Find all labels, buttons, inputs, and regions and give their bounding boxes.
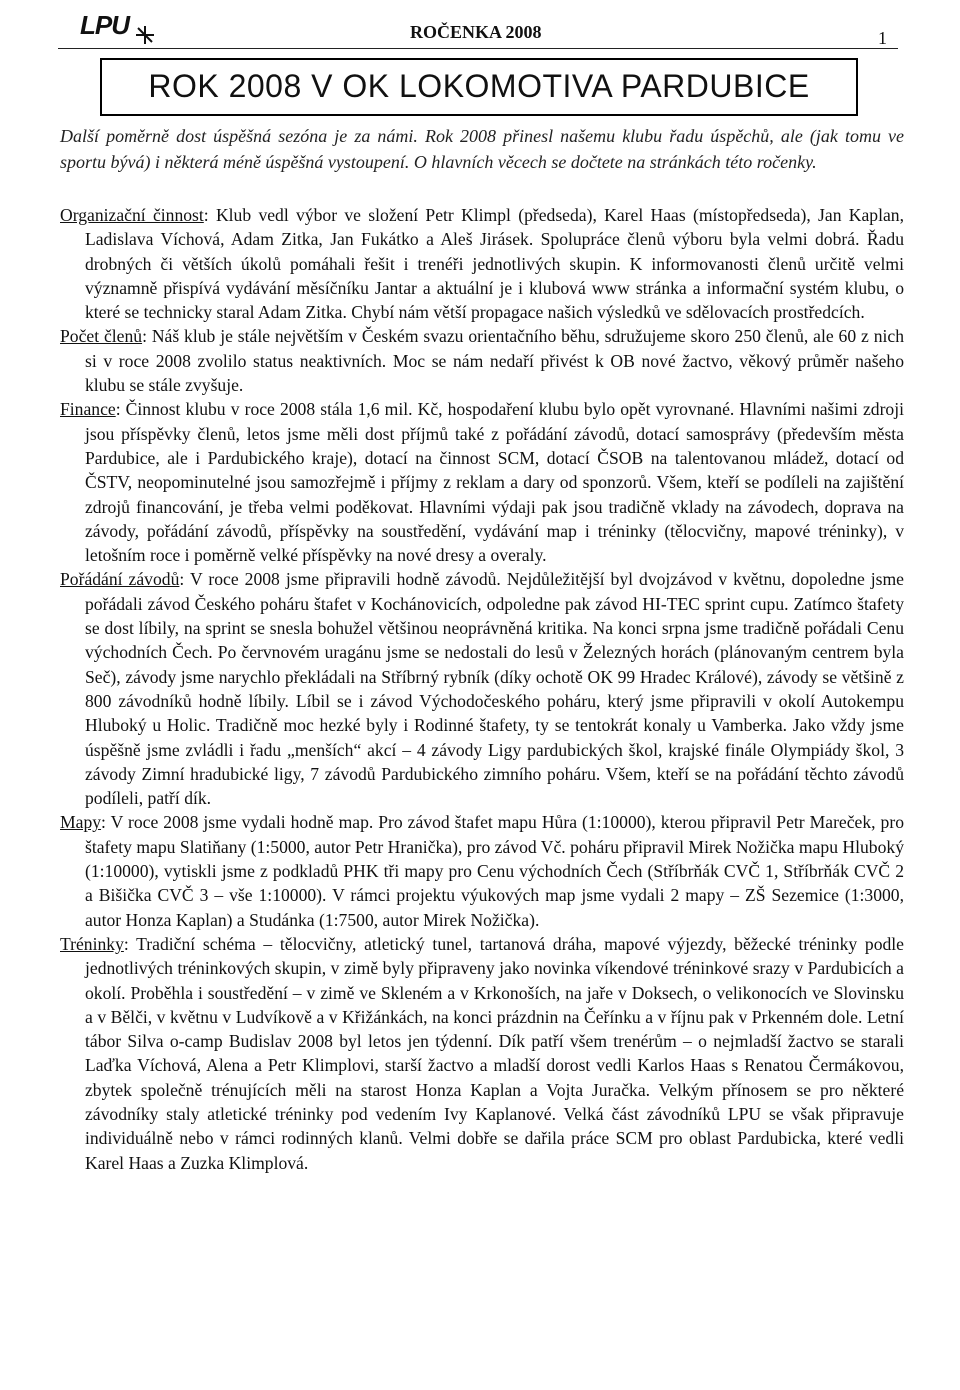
section-text: : Klub vedl výbor ve složení Petr Klimpl (předseda), Karel Haas (místopředseda), Jan Kaplan, Ladislava Víchová, Adam Zitka, Jan Fukátko a Aleš Jirásek. Spolupráce členů výboru byla velmi dobrá. Řadu drobných či větších úkolů pomáhali řešit i trenéři jednotlivých skupin. K informovanosti členů určitě velmi významně přispívá vydávání měsíčníku Jantar a aktuální je i klubová www stránka a informační systém klubu, o které se technicky staral Adam Zitka. Chybí nám větší propagace našich výsledků ve sdělovacích prostředcích. (85, 205, 904, 323)
club-logo (80, 10, 200, 48)
section-text: : V roce 2008 jsme vydali hodně map. Pro závod štafet mapu Hůra (1:10000), kterou připravil Petr Mareček, pro štafety mapu Slatiňany (1:5000, autor Petr Hranička), pro závod Vč. poháru připravil Mirek Nožička mapu Hluboký (1:10000), vytiskli jsme z podkladů PHK tři mapy pro Cenu východních Čech (Stříbrňák CVČ 1, Stříbrňák CVČ 2 a Bišička CVČ 3 – vše 1:10000). V rámci projektu výukových map jsme vydali 2 mapy – ZŠ Sezemice (1:3000, autor Honza Kaplan) a Studánka (1:7500, autor Mirek Nožička). (85, 812, 904, 930)
section-text: : Tradiční schéma – tělocvičny, atletický tunel, tartanová dráha, mapové výjezdy, běžecké tréninky podle jednotlivých tréninkových skupin, v zimě byly připraveny jako novinka víkendové tréninkové srazy v Pardubicích a okolí. Proběhla i soustředění – v zimě ve Skleném a v Krkonoších, na jaře v Doksech, o velikonocích ve Slovinsku a v Bělči, v květnu v Ludvíkově a v Křižánkách, na konci prázdnin na Čeřínku a v říjnu pak v Prkenném dole. Letní tábor Silva o-camp Budislav 2008 byl letos jen týdenní. Dík patří všem trenérům – o nejmladší žactvo se starali Laďka Víchová, Alena a Petr Klimplovi, starší žactvo a mladší dorost vedli Karlos Haas s Renatou Čermákovou, zbytek společně trénujících měli na starost Honza Kaplan a Vojta Juračka. Velkým přínosem se pro některé závodníky staly atletické tréninky pod vedením Ivy Kaplanové. Velká část závodníků LPU se však připravuje individuálně nebo v rámci rodinných klanů. Velmi dobře se dařila práce SCM pro oblast Pardubicka, které vedli Karel Haas a Zuzka Klimplová. (85, 933, 904, 1173)
section-label: Počet členů (60, 326, 143, 347)
logo-text: LPU (80, 10, 129, 40)
section-label: Tréninky (60, 933, 124, 954)
section-label: Finance (60, 399, 116, 420)
section-label: Organizační činnost (60, 205, 204, 225)
section-organization (60, 203, 904, 324)
section-text: : Náš klub je stále největším v Českém svazu orientačního běhu, sdružujeme skoro 250 členů, ale 60 z nich si v roce 2008 zvolilo status neaktivních. Moc se nám nedaří přivést k OB nové žactvo, věkový průměr našeho klubu se stále zvyšuje. (85, 326, 904, 396)
page-number: 1 (878, 28, 887, 48)
section-events (60, 567, 904, 810)
section-finance (60, 397, 904, 567)
section-members (60, 324, 904, 397)
yearbook-title: ROČENKA 2008 (410, 22, 542, 42)
compass-logo-icon (134, 24, 156, 46)
section-text: : V roce 2008 jsme připravili hodně závodů. Nejdůležitější byl dvojzávod v květnu, dopoledne jsme pořádali závod Českého poháru štafet v Kochánovicích, odpoledne pak závod HI-TEC sprint cupu. Zatímco štafety se dost líbily, na sprint se snesla bohužel většinou neoprávněná kritika. Na konci srpna jsme tradičně pořádali Cenu východních Čech. Po červnovém uragánu jsme se nedostali do lesů v Železných horách (plánovaným centrem byla Seč), závody jsme narychlo překládali na Stříbrný rybník (díky ochotě OK 99 Hradec Králové), závody se většině z 800 závodníků hodně líbily. Líbil se i závod Východočeského poháru, který jsme připravili v okolí Autokempu Hluboký u Holic. Tradičně moc hezké byly i Rodinné štafety, ty se tentokrát konaly u Vamberka. Jako vždy jsme úspěšně jsme zvládli i řadu „menších“ akcí – 4 závody Ligy pardubických škol, krajské finále Olympiády škol, 3 závody Zimní hradubické ligy, 7 závodů Pardubického zimního poháru. Všem, kteří se na pořádání těchto závodů podíleli, patří dík. (85, 569, 904, 809)
section-training (60, 932, 904, 1175)
section-text: : Činnost klubu v roce 2008 stála 1,6 mil. Kč, hospodaření klubu bylo opět vyrovnané. Hlavními našimi zdroji jsou příspěvky členů, letos jsme měli dost příjmů také z pořádání závodů, dotací samosprávy (především města Pardubice, ale i Pardubického kraje), dotací na činnost SCM, dotací ČSOB na talentovanou mládež, dotací od ČSTV, neopominutelné jsou samozřejmě i příjmy z reklam a dary od sponzorů. Všem, kteří se podíleli na zajištění zdrojů financování, je třeba velmi poděkovat. Hlavními výdaji pak jsou tradičně vklady na závodech, doprava na závody, pořádání závodů, příspěvky na soustředění, vydávání map i tréninky (tělocvičny, mapové tréninky), v letošním roce i poměrně velké příspěvky na nové dresy a overaly. (85, 399, 904, 566)
intro-paragraph: Další poměrně dost úspěšná sezóna je za námi. Rok 2008 přinesl našemu klubu řadu úspěchů, ale (jak tomu ve sportu bývá) i některá méně úspěšná vystoupení. O hlavních věcech se dočtete na stránkách této ročenky. (60, 126, 904, 172)
article-title: ROK 2008 V OK LOKOMOTIVA PARDUBICE (148, 68, 810, 104)
article-title-box (100, 58, 858, 116)
section-label: Pořádání závodů (60, 569, 180, 590)
page-header (58, 8, 898, 50)
report-sections (60, 203, 904, 1175)
header-divider (58, 48, 898, 49)
section-maps (60, 810, 904, 931)
section-label: Mapy (60, 812, 102, 833)
